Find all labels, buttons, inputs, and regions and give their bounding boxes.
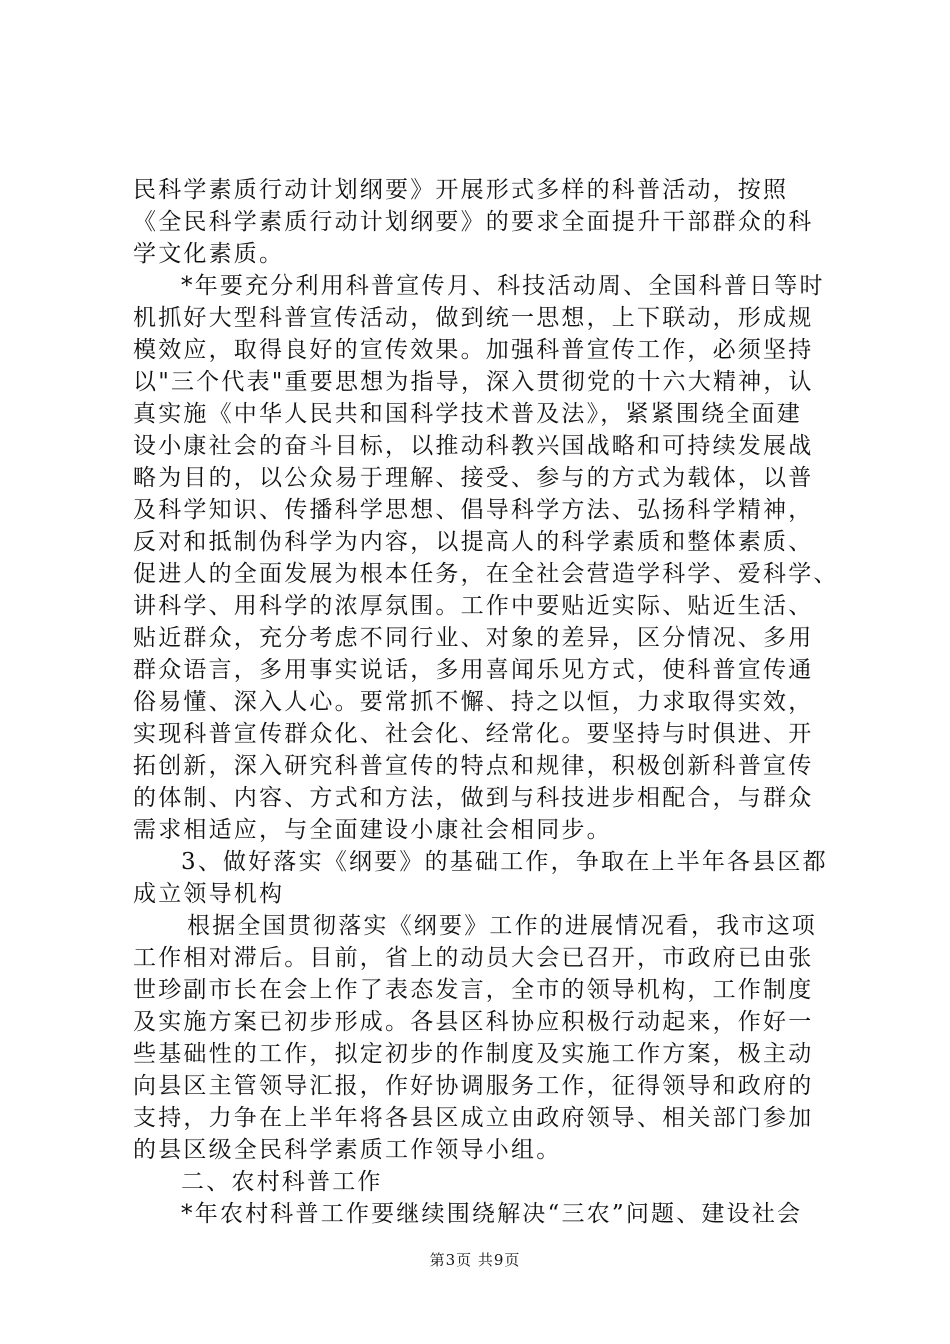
text-line: 模效应，取得良好的宣传效果。加强科普宣传工作，必须坚持 bbox=[133, 337, 814, 363]
text-line: 讲科学、用科学的浓厚氛围。工作中要贴近实际、贴近生活、 bbox=[133, 593, 814, 619]
text-line: 略为目的，以公众易于理解、接受、参与的方式为载体，以普 bbox=[133, 465, 814, 491]
section-heading: 二、农村科普工作 bbox=[181, 1169, 383, 1195]
text-line: 以"三个代表"重要思想为指导，深入贯彻党的十六大精神，认 bbox=[133, 369, 814, 395]
document-body bbox=[133, 174, 839, 1230]
text-line: 学文化素质。 bbox=[133, 241, 285, 267]
text-line: 真实施《中华人民共和国科学技术普及法》，紧紧围绕全面建 bbox=[133, 401, 802, 427]
paragraph-first-line: *年农村科普工作要继续围绕解决“三农”问题、建设社会 bbox=[181, 1201, 803, 1227]
section-heading: 3、做好落实《纲要》的基础工作，争取在上半年各县区都 bbox=[181, 849, 828, 875]
text-line: 俗易懂、深入人心。要常抓不懈、持之以恒，力求取得实效， bbox=[133, 689, 814, 715]
text-line: 贴近群众，充分考虑不同行业、对象的差异，区分情况、多用 bbox=[133, 625, 814, 651]
text-line: 促进人的全面发展为根本任务，在全社会营造学科学、爱科学、 bbox=[133, 561, 839, 587]
text-line: 机抓好大型科普宣传活动，做到统一思想，上下联动，形成规 bbox=[133, 305, 814, 331]
text-line: 的县区级全民科学素质工作领导小组。 bbox=[133, 1137, 562, 1163]
text-line: 些基础性的工作，拟定初步的作制度及实施工作方案，极主动 bbox=[133, 1041, 814, 1067]
page-number-footer: 第3页 共9页 bbox=[429, 1251, 521, 1269]
text-line: 的体制、内容、方式和方法，做到与科技进步相配合，与群众 bbox=[133, 785, 814, 811]
text-line: 实现科普宣传群众化、社会化、经常化。要坚持与时俱进、开 bbox=[133, 721, 814, 747]
paragraph-first-line: *年要充分利用科普宣传月、科技活动周、全国科普日等时 bbox=[181, 273, 825, 299]
text-line: 向县区主管领导汇报，作好协调服务工作，征得领导和政府的 bbox=[133, 1073, 814, 1099]
paragraph-first-line: 根据全国贯彻落实《纲要》工作的进展情况看，我市这项 bbox=[187, 913, 817, 939]
section-heading-continued: 成立领导机构 bbox=[133, 881, 285, 907]
text-line: 工作相对滞后。目前，省上的动员大会已召开，市政府已由张 bbox=[133, 945, 814, 971]
text-line: 需求相适应，与全面建设小康社会相同步。 bbox=[133, 817, 612, 843]
text-line: 世珍副市长在会上作了表态发言，全市的领导机构，工作制度 bbox=[133, 977, 814, 1003]
text-line: 民科学素质行动计划纲要》开展形式多样的科普活动，按照 bbox=[133, 177, 789, 203]
text-line: 《全民科学素质行动计划纲要》的要求全面提升干部群众的科 bbox=[133, 209, 814, 235]
text-line: 设小康社会的奋斗目标，以推动科教兴国战略和可持续发展战 bbox=[133, 433, 814, 459]
text-line: 反对和抵制伪科学为内容，以提高人的科学素质和整体素质、 bbox=[133, 529, 814, 555]
text-line: 及科学知识、传播科学思想、倡导科学方法、弘扬科学精神， bbox=[133, 497, 814, 523]
text-line: 拓创新，深入研究科普宣传的特点和规律，积极创新科普宣传 bbox=[133, 753, 814, 779]
text-line: 群众语言，多用事实说话，多用喜闻乐见方式，使科普宣传通 bbox=[133, 657, 814, 683]
text-line: 支持，力争在上半年将各县区成立由政府领导、相关部门参加 bbox=[133, 1105, 814, 1131]
text-line: 及实施方案已初步形成。各县区科协应积极行动起来，作好一 bbox=[133, 1009, 814, 1035]
